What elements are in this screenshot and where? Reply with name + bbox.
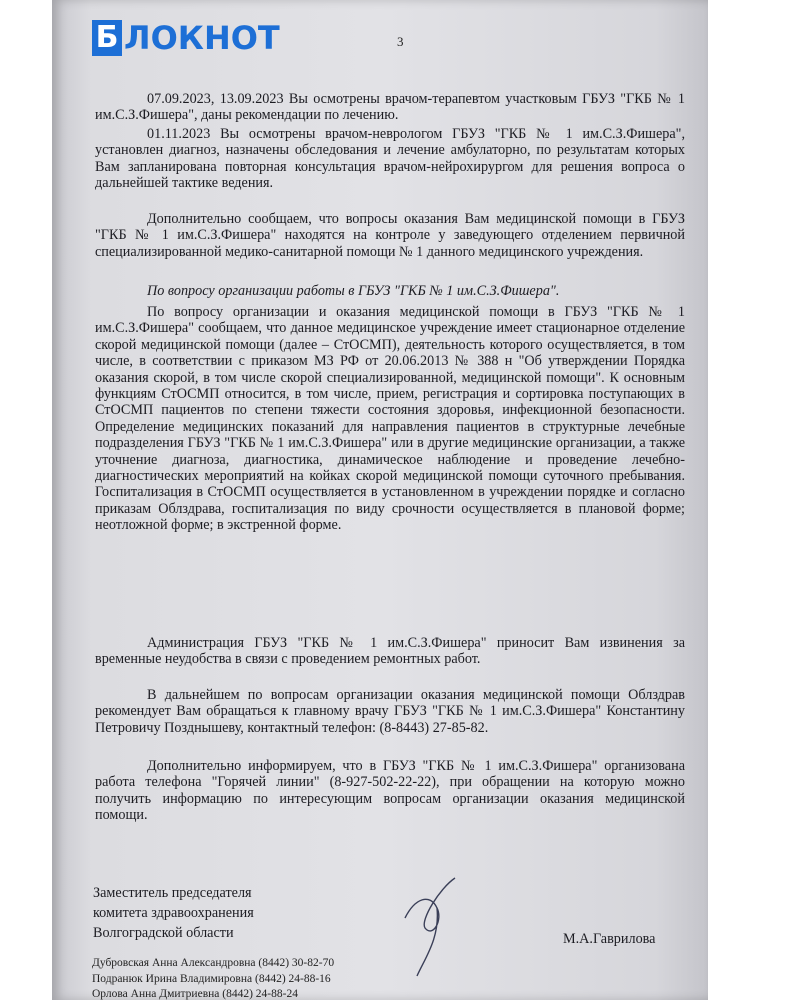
logo-text: ЛОКНОТ <box>124 19 280 57</box>
logo-mark: Б <box>92 20 122 56</box>
signatory-block <box>93 883 254 943</box>
signatory-line-3: Волгоградской области <box>93 925 234 941</box>
signatory-name: М.А.Гаврилова <box>563 931 656 947</box>
paragraph-5: Администрация ГБУЗ "ГКБ № 1 им.С.З.Фишера" приносит Вам извинения за временные неудобства в связи с проведением ремонтных работ. <box>95 635 685 668</box>
page-number: 3 <box>397 34 404 49</box>
paragraph-6: В дальнейшем по вопросам организации оказания медицинской помощи Облздрав рекомендует Вам обращаться к главному врачу ГБУЗ "ГКБ № 1 им.С.З.Фишера" Константину Петровичу Позднышеву, контактный телефон: (8-8443) 27-85-82. <box>95 687 685 736</box>
blocknot-logo <box>92 18 280 58</box>
contact-2: Подранюк Ирина Владимировна (8442) 24-88-16 <box>92 972 331 985</box>
paragraph-1: 07.09.2023, 13.09.2023 Вы осмотрены врачом-терапевтом участковым ГБУЗ "ГКБ № 1 им.С.З.Фишера", даны рекомендации по лечению. <box>95 91 685 124</box>
contact-3: Орлова Анна Дмитриевна (8442) 24-88-24 <box>92 988 298 1000</box>
paragraph-7: Дополнительно информируем, что в ГБУЗ "ГКБ № 1 им.С.З.Фишера" организована работа телефона "Горячей линии" (8-927-502-22-22), при обращении на которую можно получить информацию по интересующим вопросам организации оказания медицинской помощи. <box>95 758 685 824</box>
section-heading: По вопросу организации работы в ГБУЗ "ГКБ № 1 им.С.З.Фишера". <box>147 283 560 299</box>
paragraph-3: Дополнительно сообщаем, что вопросы оказания Вам медицинской помощи в ГБУЗ "ГКБ № 1 им.С.З.Фишера" находятся на контроле у заведующего отделением первичной специализированной медико-санитарной помощи № 1 данного медицинского учреждения. <box>95 211 685 260</box>
paragraph-4: По вопросу организации и оказания медицинской помощи в ГБУЗ "ГКБ № 1 им.С.З.Фишера" сообщаем, что данное медицинское учреждение имеет стационарное отделение скорой медицинской помощи (далее – СтОСМП), деятельность которого осуществляется, в том числе, в соответствии с приказом МЗ РФ от 20.06.2013 № 388 н "Об утверждении Порядка оказания скорой, в том числе скорой специализированной, медицинской помощи". К основным функциям СтОСМП относится, в том числе, прием, регистрация и сортировка поступающих в СтОСМП пациентов по степени тяжести состояния здоровья, инфекционной безопасности. Определение медицинских показаний для направления пациентов в структурные лечебные подразделения ГБУЗ "ГКБ № 1 им.С.З.Фишера" или в другие медицинские организации, а также уточнение диагноза, диагностика, динамическое наблюдение и проведение лечебно-диагностических мероприятий на койках скорой медицинской помощи суточного пребывания. Госпитализация в СтОСМП осуществляется в установленном в учреждении порядке и согласно приказам Облздрава, госпитализация по виду срочности осуществляется в плановой форме; неотложной форме; в экстренной форме. <box>95 304 685 534</box>
paragraph-2: 01.11.2023 Вы осмотрены врачом-неврологом ГБУЗ "ГКБ № 1 им.С.З.Фишера", установлен диагноз, назначены обследования и лечение амбулаторно, по результатам которых Вам запланирована повторная консультация врачом-нейрохирургом для решения вопроса о дальнейшей тактике ведения. <box>95 126 685 192</box>
handwritten-signature <box>395 858 475 978</box>
contact-1: Дубровская Анна Александровна (8442) 30-82-70 <box>92 957 335 969</box>
signatory-line-1: Заместитель председателя <box>93 885 252 901</box>
signatory-line-2: комитета здравоохранения <box>93 905 254 921</box>
contact-list <box>92 956 334 1003</box>
